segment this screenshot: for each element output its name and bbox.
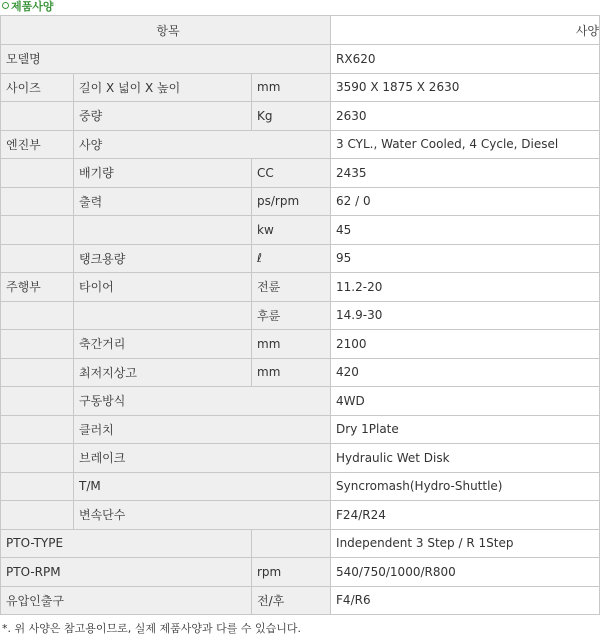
circle-bullet-icon <box>2 2 9 9</box>
row-label: PTO-TYPE <box>1 529 252 558</box>
header-item: 항목 <box>1 16 331 45</box>
row-unit: 후륜 <box>252 301 331 330</box>
row-value: 14.9-30 <box>331 301 600 330</box>
row-value: 62 / 0 <box>331 187 600 216</box>
table-row <box>1 159 600 188</box>
spec-table <box>0 15 600 615</box>
row-label: T/M <box>74 472 331 501</box>
table-row <box>1 216 600 245</box>
row-group <box>1 415 74 444</box>
table-row <box>1 102 600 131</box>
row-unit: mm <box>252 330 331 359</box>
row-unit: rpm <box>252 558 331 587</box>
row-label: 배기량 <box>74 159 252 188</box>
row-group <box>1 301 74 330</box>
row-value: 3 CYL., Water Cooled, 4 Cycle, Diesel <box>331 130 600 159</box>
row-unit: ps/rpm <box>252 187 331 216</box>
row-value: 95 <box>331 244 600 273</box>
table-row <box>1 415 600 444</box>
row-value: Syncromash(Hydro-Shuttle) <box>331 472 600 501</box>
row-value: 4WD <box>331 387 600 416</box>
row-unit: Kg <box>252 102 331 131</box>
row-group: 사이즈 <box>1 73 74 102</box>
row-group <box>1 187 74 216</box>
row-group <box>1 244 74 273</box>
row-group <box>1 472 74 501</box>
row-group <box>1 358 74 387</box>
row-label: 변속단수 <box>74 501 331 530</box>
row-group: 엔진부 <box>1 130 74 159</box>
row-value: 11.2-20 <box>331 273 600 302</box>
table-row <box>1 330 600 359</box>
row-value: 2100 <box>331 330 600 359</box>
row-value: Independent 3 Step / R 1Step <box>331 529 600 558</box>
row-label: 사양 <box>74 130 331 159</box>
row-unit <box>252 529 331 558</box>
row-label: 출력 <box>74 187 252 216</box>
row-label: 브레이크 <box>74 444 331 473</box>
row-value: 540/750/1000/R800 <box>331 558 600 587</box>
table-row <box>1 472 600 501</box>
table-row <box>1 244 600 273</box>
row-label <box>74 216 252 245</box>
row-group <box>1 102 74 131</box>
header-spec: 사양 <box>331 16 600 45</box>
row-value: 45 <box>331 216 600 245</box>
table-row <box>1 73 600 102</box>
row-unit: ℓ <box>252 244 331 273</box>
row-label: 탱크용량 <box>74 244 252 273</box>
row-unit: CC <box>252 159 331 188</box>
table-row <box>1 558 600 587</box>
row-label: 클러치 <box>74 415 331 444</box>
table-row <box>1 358 600 387</box>
row-group <box>1 330 74 359</box>
row-unit: 전륜 <box>252 273 331 302</box>
section-title-text: 제품사양 <box>11 0 54 13</box>
table-row <box>1 444 600 473</box>
row-group <box>1 387 74 416</box>
table-row <box>1 586 600 615</box>
row-label: 중량 <box>74 102 252 131</box>
row-label: 최저지상고 <box>74 358 252 387</box>
row-label: 모델명 <box>1 45 331 74</box>
row-group <box>1 444 74 473</box>
row-value: Dry 1Plate <box>331 415 600 444</box>
row-value: 420 <box>331 358 600 387</box>
row-group: 주행부 <box>1 273 74 302</box>
row-label: 타이어 <box>74 273 252 302</box>
row-label: 길이 X 넓이 X 높이 <box>74 73 252 102</box>
table-row <box>1 387 600 416</box>
row-group <box>1 159 74 188</box>
row-unit: kw <box>252 216 331 245</box>
row-value: F4/R6 <box>331 586 600 615</box>
row-unit: mm <box>252 358 331 387</box>
row-value: 2630 <box>331 102 600 131</box>
table-row <box>1 501 600 530</box>
row-label: 축간거리 <box>74 330 252 359</box>
row-group <box>1 501 74 530</box>
row-value: 3590 X 1875 X 2630 <box>331 73 600 102</box>
table-row <box>1 273 600 302</box>
row-label: 구동방식 <box>74 387 331 416</box>
table-row <box>1 130 600 159</box>
table-row <box>1 187 600 216</box>
table-row <box>1 45 600 74</box>
row-unit: 전/후 <box>252 586 331 615</box>
row-value: RX620 <box>331 45 600 74</box>
section-title <box>0 0 600 15</box>
row-group <box>1 216 74 245</box>
row-label: 유압인출구 <box>1 586 252 615</box>
row-value: 2435 <box>331 159 600 188</box>
row-unit: mm <box>252 73 331 102</box>
row-label <box>74 301 252 330</box>
row-value: Hydraulic Wet Disk <box>331 444 600 473</box>
table-header-row <box>1 16 600 45</box>
row-label: PTO-RPM <box>1 558 252 587</box>
table-row <box>1 529 600 558</box>
table-row <box>1 301 600 330</box>
row-value: F24/R24 <box>331 501 600 530</box>
footnote: *. 위 사양은 참고용이므로, 실제 제품사양과 다를 수 있습니다. <box>2 622 301 635</box>
